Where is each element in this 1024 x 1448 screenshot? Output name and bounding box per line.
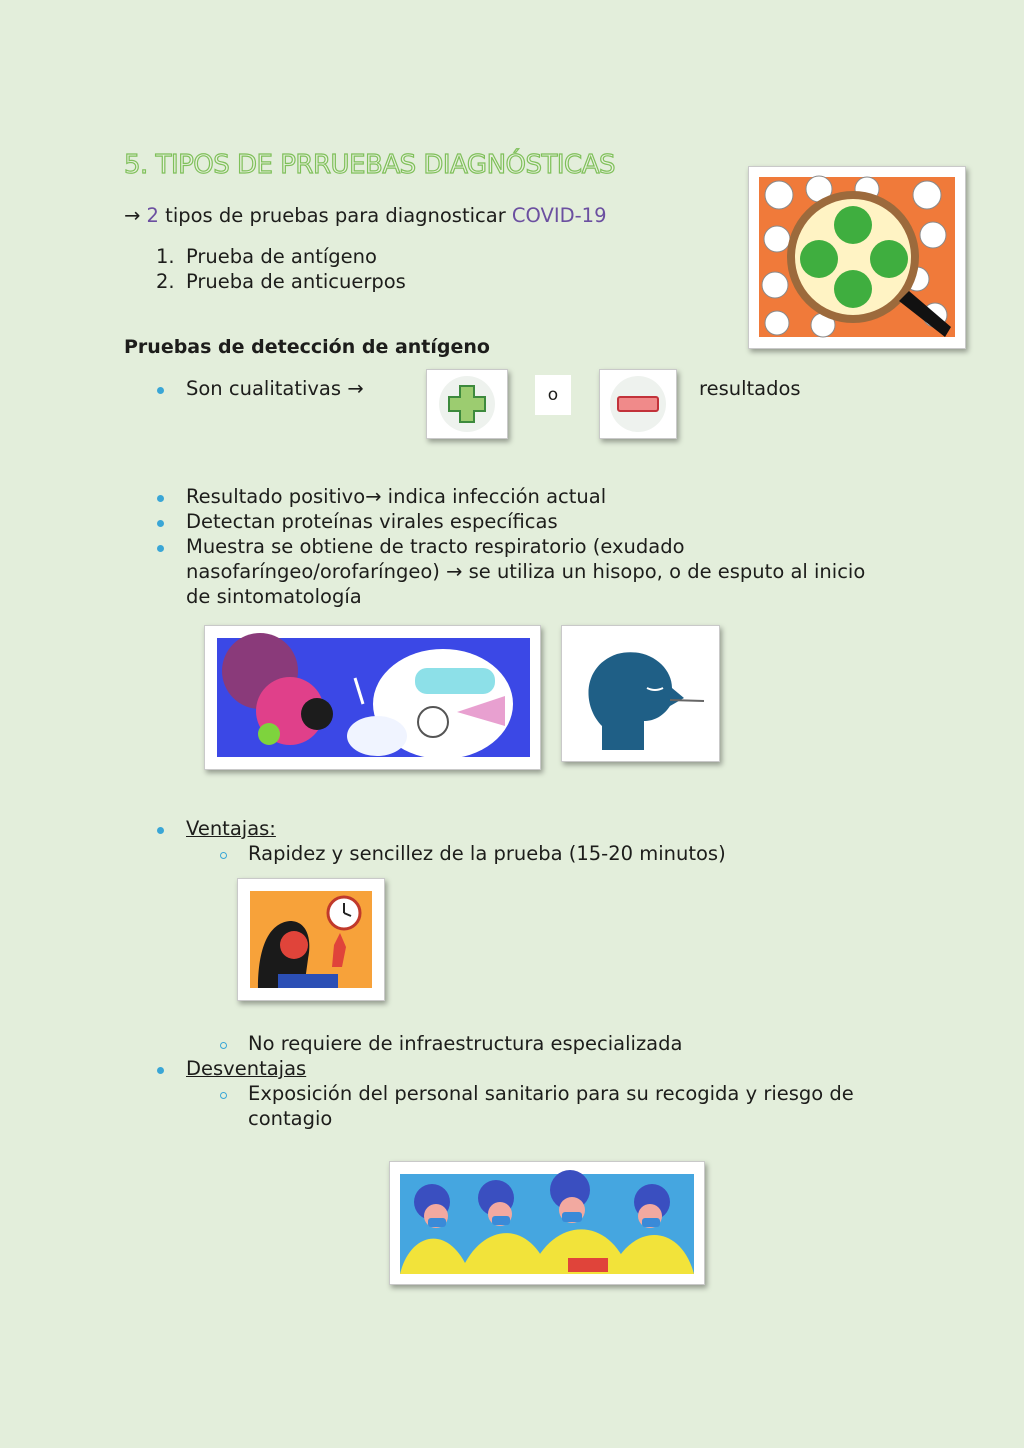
magnifier-illustration-icon — [749, 167, 965, 348]
bullet-dot — [157, 520, 164, 527]
bullet-sample-line: nasofaríngeo/orofaríngeo) → se utiliza un hisopo, o de esputo al inicio — [186, 560, 866, 583]
bullet-dot — [157, 545, 164, 552]
or-label: o — [535, 375, 571, 415]
list-item-label: Prueba de antígeno — [186, 245, 377, 268]
list-item — [156, 269, 175, 294]
bullet-viral-proteins: Detectan proteínas virales específicas — [186, 510, 558, 533]
intro-text: tipos de pruebas para diagnosticar — [158, 204, 512, 227]
list-item — [156, 244, 175, 269]
arrow-icon: → — [124, 204, 141, 227]
disadvantage-item: contagio — [248, 1107, 333, 1130]
clock-illustration — [237, 878, 385, 1001]
negative-result-card — [599, 369, 677, 439]
section-heading-antigen: Pruebas de detección de antígeno — [124, 336, 490, 358]
intro-line — [124, 203, 607, 228]
health-workers-illustration — [389, 1161, 705, 1285]
disadvantages-label: Desventajas — [186, 1057, 307, 1080]
nasal-swab-icon — [562, 626, 719, 761]
magnifier-illustration — [748, 166, 966, 349]
bullet-dot — [157, 387, 164, 394]
sub-bullet-circle — [220, 1042, 227, 1049]
sub-bullet-circle — [220, 852, 227, 859]
advantage-item: Rapidez y sencillez de la prueba (15-20 minutos) — [248, 842, 726, 865]
positive-plus-icon — [427, 370, 507, 438]
swab-test-illustration-icon — [205, 626, 540, 769]
bullet-dot — [157, 495, 164, 502]
covid-label: COVID-19 — [511, 204, 607, 227]
bullet-dot — [157, 827, 164, 834]
sub-bullet-circle — [220, 1092, 227, 1099]
advantages-label: Ventajas: — [186, 817, 276, 840]
bullet-dot — [157, 1067, 164, 1074]
list-number: 2. — [156, 270, 175, 293]
qualitative-text: Son cualitativas → — [186, 377, 364, 400]
bullet-positive-result: Resultado positivo→ indica infección actual — [186, 485, 607, 508]
disadvantage-item: Exposición del personal sanitario para su recogida y riesgo de — [248, 1082, 854, 1105]
waiting-clock-icon — [238, 879, 384, 1000]
results-text: resultados — [699, 377, 801, 400]
list-number: 1. — [156, 245, 175, 268]
bullet-sample-line: de sintomatología — [186, 585, 362, 608]
list-item-label: Prueba de anticuerpos — [186, 270, 406, 293]
page-title: 5. TIPOS DE PRRUEBAS DIAGNÓSTICAS — [124, 150, 615, 180]
advantage-item: No requiere de infraestructura especializada — [248, 1032, 683, 1055]
positive-result-card — [426, 369, 508, 439]
test-count: 2 — [146, 204, 159, 227]
swab-test-illustration — [204, 625, 541, 770]
negative-minus-icon — [600, 370, 676, 438]
nasal-swab-illustration — [561, 625, 720, 762]
bullet-sample-line: Muestra se obtiene de tracto respiratorio (exudado — [186, 535, 685, 558]
health-workers-icon — [390, 1162, 704, 1284]
